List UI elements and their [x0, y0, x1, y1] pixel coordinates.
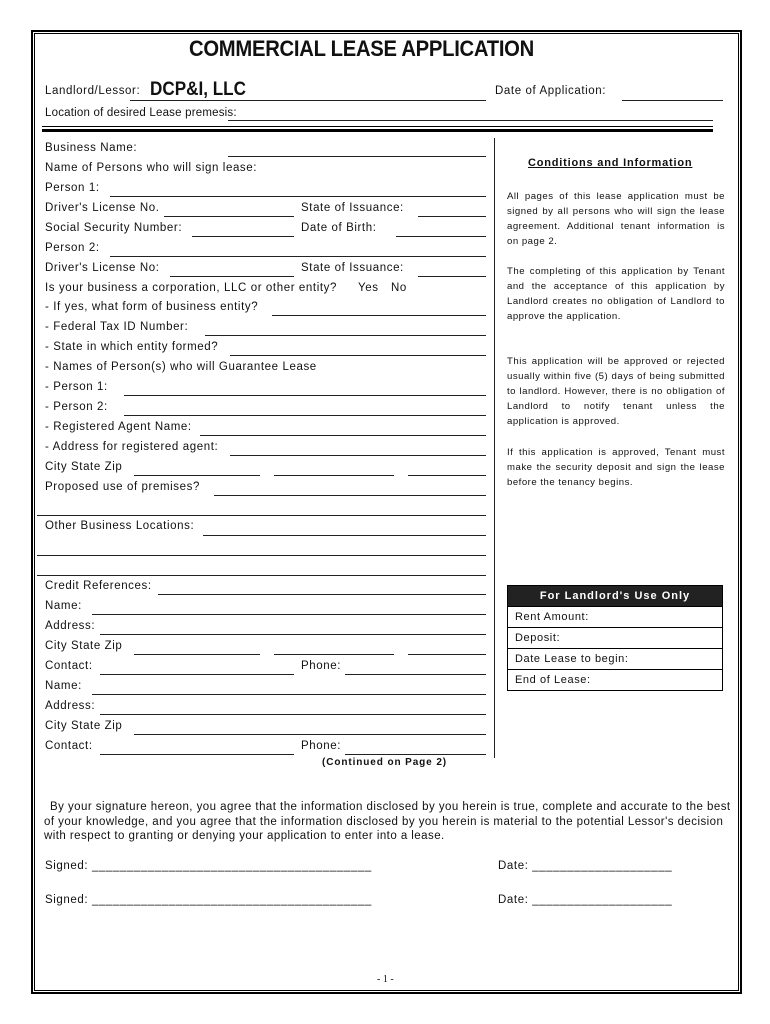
- entity-form-field[interactable]: [272, 315, 486, 316]
- person1-field[interactable]: [110, 196, 486, 197]
- landlord-label: Landlord/Lessor:: [45, 85, 141, 97]
- lease-end-row[interactable]: End of Lease:: [508, 669, 722, 690]
- ref2-city-state-zip-field[interactable]: [134, 734, 486, 735]
- city-field[interactable]: [134, 475, 260, 476]
- agreement-statement: By your signature hereon, you agree that the information disclosed by you herein is true, complete and accurate to the best of your knowledge, and you agree that the information disclosed by you herein is material to the potential Lessor's decision with respect to granting or denying your application to enter into a lease.: [44, 801, 731, 842]
- city-state-zip-label: City State Zip: [45, 461, 123, 473]
- federal-tax-label: - Federal Tax ID Number:: [45, 321, 189, 333]
- persons-sign-label: Name of Persons who will sign lease:: [45, 162, 258, 174]
- signature-line-1[interactable]: Signed: ________________________________________: [45, 860, 372, 872]
- landlord-use-box: [507, 585, 723, 691]
- person1-label: Person 1:: [45, 182, 100, 194]
- ref1-name-field[interactable]: [92, 614, 486, 615]
- ref1-phone-field[interactable]: [345, 674, 486, 675]
- date-of-application-label: Date of Application:: [495, 85, 607, 97]
- guarantor1-field[interactable]: [124, 395, 486, 396]
- other-locations-field-2[interactable]: [37, 555, 486, 556]
- page-number: - 1 -: [377, 974, 394, 985]
- state-formed-label: - State in which entity formed?: [45, 341, 219, 353]
- federal-tax-field[interactable]: [205, 335, 486, 336]
- ref1-zip-field[interactable]: [408, 654, 486, 655]
- ssn-field[interactable]: [192, 236, 294, 237]
- continued-note: (Continued on Page 2): [322, 757, 448, 768]
- ref1-contact-label: Contact:: [45, 660, 93, 672]
- ref2-phone-field[interactable]: [345, 754, 486, 755]
- ref2-city-state-zip-label: City State Zip: [45, 720, 123, 732]
- conditions-paragraph-3: This application will be approved or rejected usually within five (5) days of being submitted to landlord. However, there is no obligation of Landlord to notify tenant unless the application is approved.: [507, 356, 725, 427]
- location-field[interactable]: [228, 120, 713, 121]
- state-formed-field[interactable]: [230, 355, 486, 356]
- registered-agent-label: - Registered Agent Name:: [45, 421, 192, 433]
- proposed-use-field[interactable]: [214, 495, 486, 496]
- date-line-1[interactable]: Date: ____________________: [498, 860, 673, 872]
- state-field[interactable]: [274, 475, 394, 476]
- other-locations-field-3[interactable]: [37, 575, 486, 576]
- business-name-label: Business Name:: [45, 142, 138, 154]
- person2-label: Person 2:: [45, 242, 100, 254]
- landlord-box-heading: For Landlord's Use Only: [508, 586, 722, 606]
- yes-option[interactable]: Yes: [358, 282, 379, 294]
- registered-address-label: - Address for registered agent:: [45, 441, 219, 453]
- ref1-state-field[interactable]: [274, 654, 394, 655]
- dl-number2-field[interactable]: [170, 276, 294, 277]
- other-locations-label: Other Business Locations:: [45, 520, 195, 532]
- ref1-city-field[interactable]: [134, 654, 260, 655]
- proposed-use-field-2[interactable]: [37, 515, 486, 516]
- proposed-use-label: Proposed use of premises?: [45, 481, 200, 493]
- ssn-label: Social Security Number:: [45, 222, 183, 234]
- dl-number-label: Driver's License No.: [45, 202, 160, 214]
- ref2-phone-label: Phone:: [301, 740, 342, 752]
- corporation-question: Is your business a corporation, LLC or other entity?: [45, 282, 338, 294]
- ref2-name-label: Name:: [45, 680, 82, 692]
- conditions-paragraph-2: The completing of this application by Tenant and the acceptance of this application by Landlord creates no obligation of Landlord to approve the application.: [507, 266, 725, 322]
- signature-line-2[interactable]: Signed: ________________________________________: [45, 894, 372, 906]
- guarantee-label: - Names of Person(s) who will Guarantee Lease: [45, 361, 317, 373]
- entity-form-label: - If yes, what form of business entity?: [45, 301, 259, 313]
- column-divider: [494, 138, 495, 758]
- conditions-heading: Conditions and Information: [528, 157, 693, 169]
- ref2-address-field[interactable]: [100, 714, 486, 715]
- page-inner-border: [34, 33, 739, 991]
- guarantor1-label: - Person 1:: [45, 381, 108, 393]
- ref1-contact-field[interactable]: [100, 674, 294, 675]
- rent-amount-row[interactable]: Rent Amount:: [508, 606, 722, 627]
- registered-agent-field[interactable]: [200, 435, 486, 436]
- guarantor2-label: - Person 2:: [45, 401, 108, 413]
- landlord-value: DCP&I, LLC: [150, 79, 246, 100]
- credit-references-label: Credit References:: [45, 580, 152, 592]
- deposit-row[interactable]: Deposit:: [508, 627, 722, 648]
- conditions-paragraph-4: If this application is approved, Tenant must make the security deposit and sign the lease before the tenancy begins.: [507, 447, 725, 488]
- guarantor2-field[interactable]: [124, 415, 486, 416]
- lease-begin-row[interactable]: Date Lease to begin:: [508, 648, 722, 669]
- conditions-paragraph-1: All pages of this lease application must be signed by all persons who will sign the lease agreement. Additional tenant information is on page 2.: [507, 191, 725, 247]
- ref2-name-field[interactable]: [92, 694, 486, 695]
- zip-field[interactable]: [408, 475, 486, 476]
- state-issuance-field[interactable]: [418, 216, 486, 217]
- landlord-field[interactable]: [130, 100, 486, 101]
- page-title: COMMERCIAL LEASE APPLICATION: [189, 36, 534, 61]
- date-line-2[interactable]: Date: ____________________: [498, 894, 673, 906]
- dl-number-field[interactable]: [164, 216, 294, 217]
- credit-references-field[interactable]: [158, 594, 486, 595]
- ref1-city-state-zip-label: City State Zip: [45, 640, 123, 652]
- ref2-contact-label: Contact:: [45, 740, 93, 752]
- state-issuance2-field[interactable]: [418, 276, 486, 277]
- location-label: Location of desired Lease premesis:: [45, 107, 237, 119]
- other-locations-field[interactable]: [203, 535, 486, 536]
- dob-label: Date of Birth:: [301, 222, 377, 234]
- date-of-application-field[interactable]: [622, 100, 723, 101]
- ref1-address-field[interactable]: [100, 634, 486, 635]
- no-option[interactable]: No: [391, 282, 407, 294]
- state-issuance-label: State of Issuance:: [301, 202, 404, 214]
- dl-number2-label: Driver's License No:: [45, 262, 160, 274]
- header-rule-thick: [42, 129, 713, 132]
- header-rule-thin: [42, 126, 713, 127]
- registered-address-field[interactable]: [230, 455, 486, 456]
- ref1-name-label: Name:: [45, 600, 82, 612]
- dob-field[interactable]: [396, 236, 486, 237]
- ref2-contact-field[interactable]: [100, 754, 294, 755]
- person2-field[interactable]: [110, 256, 486, 257]
- state-issuance2-label: State of Issuance:: [301, 262, 404, 274]
- ref1-phone-label: Phone:: [301, 660, 342, 672]
- business-name-field[interactable]: [228, 156, 486, 157]
- ref1-address-label: Address:: [45, 620, 96, 632]
- ref2-address-label: Address:: [45, 700, 96, 712]
